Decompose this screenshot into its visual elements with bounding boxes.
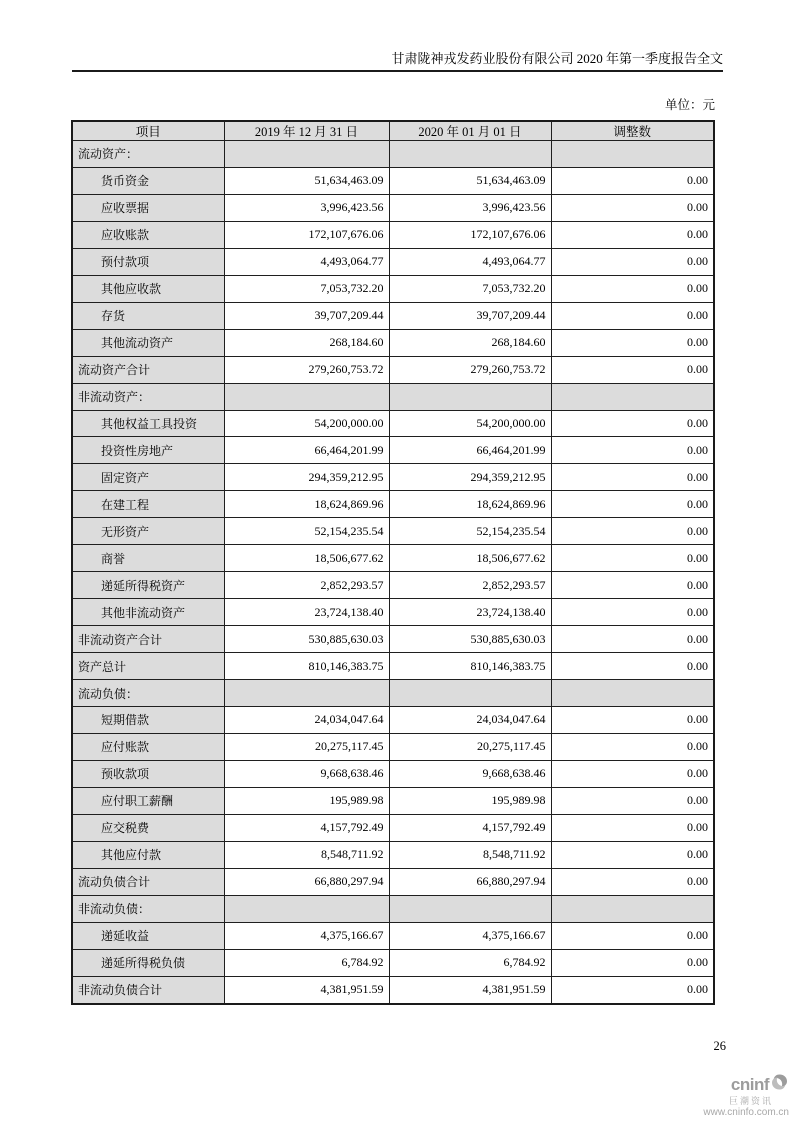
row-label: 其他非流动资产	[72, 599, 224, 626]
row-value-adjustment: 0.00	[551, 248, 714, 275]
row-label: 其他流动资产	[72, 329, 224, 356]
row-label: 非流动负债合计	[72, 976, 224, 1004]
row-value-2019-12-31: 6,784.92	[224, 949, 389, 976]
row-value-2020-01-01: 54,200,000.00	[389, 410, 551, 437]
row-value-adjustment: 0.00	[551, 167, 714, 194]
cninfo-logo	[703, 1073, 789, 1118]
row-label: 流动负债：	[72, 680, 224, 707]
table-row	[72, 491, 714, 518]
table-row	[72, 302, 714, 329]
row-value-2020-01-01: 66,464,201.99	[389, 437, 551, 464]
row-value-adjustment: 0.00	[551, 410, 714, 437]
row-label: 投资性房地产	[72, 437, 224, 464]
row-value-2020-01-01: 810,146,383.75	[389, 653, 551, 680]
row-value-adjustment	[551, 141, 714, 168]
table-row	[72, 733, 714, 760]
row-value-2019-12-31: 20,275,117.45	[224, 733, 389, 760]
table-row	[72, 545, 714, 572]
row-value-2020-01-01: 195,989.98	[389, 787, 551, 814]
table-row	[72, 599, 714, 626]
row-value-2019-12-31: 4,381,951.59	[224, 976, 389, 1004]
cninfo-brand-chinese: 巨潮资讯	[728, 1096, 773, 1106]
row-value-adjustment: 0.00	[551, 653, 714, 680]
row-value-adjustment: 0.00	[551, 626, 714, 653]
row-label: 短期借款	[72, 707, 224, 734]
row-label: 应收票据	[72, 194, 224, 221]
row-value-2019-12-31: 18,624,869.96	[224, 491, 389, 518]
row-value-2020-01-01: 279,260,753.72	[389, 356, 551, 383]
cninfo-url: www.cninfo.com.cn	[703, 1107, 789, 1118]
table-row	[72, 410, 714, 437]
table-body	[72, 141, 714, 1005]
row-value-adjustment: 0.00	[551, 760, 714, 787]
table-row	[72, 626, 714, 653]
row-value-adjustment: 0.00	[551, 949, 714, 976]
row-value-adjustment: 0.00	[551, 814, 714, 841]
row-value-adjustment: 0.00	[551, 733, 714, 760]
row-value-2019-12-31: 9,668,638.46	[224, 760, 389, 787]
table-row	[72, 841, 714, 868]
row-label: 非流动资产合计	[72, 626, 224, 653]
table-row	[72, 653, 714, 680]
row-label: 其他权益工具投资	[72, 410, 224, 437]
row-value-2020-01-01: 8,548,711.92	[389, 841, 551, 868]
table-row	[72, 949, 714, 976]
table-row	[72, 464, 714, 491]
row-value-adjustment: 0.00	[551, 518, 714, 545]
row-label: 非流动负债：	[72, 895, 224, 922]
row-label: 资产总计	[72, 653, 224, 680]
row-value-2020-01-01: 39,707,209.44	[389, 302, 551, 329]
row-label: 商誉	[72, 545, 224, 572]
column-header-adjustment: 调整数	[551, 121, 714, 141]
table-row	[72, 329, 714, 356]
row-value-adjustment: 0.00	[551, 787, 714, 814]
row-value-2019-12-31: 7,053,732.20	[224, 275, 389, 302]
header-divider	[72, 70, 723, 72]
row-value-adjustment: 0.00	[551, 329, 714, 356]
row-value-adjustment: 0.00	[551, 976, 714, 1004]
row-value-adjustment	[551, 895, 714, 922]
row-label: 在建工程	[72, 491, 224, 518]
row-value-2019-12-31: 66,464,201.99	[224, 437, 389, 464]
row-value-2019-12-31: 52,154,235.54	[224, 518, 389, 545]
row-value-2019-12-31: 195,989.98	[224, 787, 389, 814]
row-value-2019-12-31: 268,184.60	[224, 329, 389, 356]
table-row	[72, 572, 714, 599]
row-value-adjustment: 0.00	[551, 464, 714, 491]
row-value-2019-12-31	[224, 141, 389, 168]
row-value-2019-12-31: 54,200,000.00	[224, 410, 389, 437]
row-value-adjustment: 0.00	[551, 922, 714, 949]
row-value-adjustment: 0.00	[551, 868, 714, 895]
row-value-2019-12-31: 294,359,212.95	[224, 464, 389, 491]
table-row	[72, 922, 714, 949]
row-label: 货币资金	[72, 167, 224, 194]
table-row	[72, 707, 714, 734]
row-label: 其他应收款	[72, 275, 224, 302]
row-value-2020-01-01: 530,885,630.03	[389, 626, 551, 653]
row-value-2020-01-01: 23,724,138.40	[389, 599, 551, 626]
row-value-2019-12-31: 4,493,064.77	[224, 248, 389, 275]
table-row	[72, 248, 714, 275]
cninfo-logo-top	[703, 1073, 789, 1095]
row-value-adjustment: 0.00	[551, 572, 714, 599]
row-label: 预收款项	[72, 760, 224, 787]
row-label: 非流动资产：	[72, 383, 224, 410]
row-label: 流动资产：	[72, 141, 224, 168]
table-row	[72, 680, 714, 707]
row-label: 存货	[72, 302, 224, 329]
row-value-adjustment	[551, 383, 714, 410]
page-title: 甘肃陇神戎发药业股份有限公司 2020 年第一季度报告全文	[391, 51, 723, 66]
row-label: 应付账款	[72, 733, 224, 760]
row-value-adjustment: 0.00	[551, 302, 714, 329]
table-row	[72, 356, 714, 383]
row-value-adjustment: 0.00	[551, 545, 714, 572]
row-value-2019-12-31	[224, 383, 389, 410]
row-value-adjustment: 0.00	[551, 356, 714, 383]
row-value-2019-12-31	[224, 895, 389, 922]
row-value-2020-01-01: 4,375,166.67	[389, 922, 551, 949]
row-value-adjustment: 0.00	[551, 275, 714, 302]
row-label: 固定资产	[72, 464, 224, 491]
row-value-2020-01-01: 4,493,064.77	[389, 248, 551, 275]
table-row	[72, 194, 714, 221]
row-value-adjustment: 0.00	[551, 221, 714, 248]
row-value-2020-01-01: 7,053,732.20	[389, 275, 551, 302]
row-value-2020-01-01: 24,034,047.64	[389, 707, 551, 734]
column-header-item: 项目	[72, 121, 224, 141]
row-value-adjustment: 0.00	[551, 437, 714, 464]
row-label: 递延所得税负债	[72, 949, 224, 976]
row-value-2019-12-31: 3,996,423.56	[224, 194, 389, 221]
row-value-2019-12-31: 23,724,138.40	[224, 599, 389, 626]
table-row	[72, 814, 714, 841]
row-value-2020-01-01: 4,381,951.59	[389, 976, 551, 1004]
row-value-2020-01-01: 18,506,677.62	[389, 545, 551, 572]
row-value-2019-12-31: 530,885,630.03	[224, 626, 389, 653]
row-value-2019-12-31: 51,634,463.09	[224, 167, 389, 194]
row-value-2020-01-01: 66,880,297.94	[389, 868, 551, 895]
row-value-2020-01-01: 52,154,235.54	[389, 518, 551, 545]
balance-sheet-table	[71, 120, 715, 1005]
row-value-2019-12-31: 2,852,293.57	[224, 572, 389, 599]
row-value-2020-01-01: 20,275,117.45	[389, 733, 551, 760]
row-value-2020-01-01: 18,624,869.96	[389, 491, 551, 518]
row-value-2019-12-31: 279,260,753.72	[224, 356, 389, 383]
row-label: 流动负债合计	[72, 868, 224, 895]
table-row	[72, 437, 714, 464]
row-value-2019-12-31: 66,880,297.94	[224, 868, 389, 895]
row-label: 应交税费	[72, 814, 224, 841]
row-value-adjustment	[551, 680, 714, 707]
row-label: 应收账款	[72, 221, 224, 248]
row-label: 应付职工薪酬	[72, 787, 224, 814]
row-label: 流动资产合计	[72, 356, 224, 383]
page-number: 26	[713, 1039, 726, 1053]
row-value-2020-01-01: 3,996,423.56	[389, 194, 551, 221]
row-value-adjustment: 0.00	[551, 491, 714, 518]
row-value-adjustment: 0.00	[551, 841, 714, 868]
row-value-2019-12-31	[224, 680, 389, 707]
row-value-2019-12-31: 172,107,676.06	[224, 221, 389, 248]
row-value-2020-01-01: 9,668,638.46	[389, 760, 551, 787]
table-row	[72, 383, 714, 410]
table-row	[72, 895, 714, 922]
row-value-adjustment: 0.00	[551, 599, 714, 626]
table-row	[72, 976, 714, 1004]
row-value-2020-01-01: 6,784.92	[389, 949, 551, 976]
column-header-2019-12-31: 2019 年 12 月 31 日	[224, 121, 389, 141]
row-value-2019-12-31: 24,034,047.64	[224, 707, 389, 734]
table-header-row	[72, 121, 714, 141]
row-label: 递延所得税资产	[72, 572, 224, 599]
table-row	[72, 141, 714, 168]
table-row	[72, 275, 714, 302]
row-label: 无形资产	[72, 518, 224, 545]
row-value-2019-12-31: 4,375,166.67	[224, 922, 389, 949]
cninfo-swirl-icon	[770, 1073, 789, 1095]
row-value-2020-01-01	[389, 895, 551, 922]
table-row	[72, 167, 714, 194]
row-label: 其他应付款	[72, 841, 224, 868]
row-value-2020-01-01	[389, 680, 551, 707]
cninfo-brand-text: cninf	[730, 1074, 769, 1094]
row-label: 递延收益	[72, 922, 224, 949]
row-value-2019-12-31: 810,146,383.75	[224, 653, 389, 680]
row-value-2020-01-01: 294,359,212.95	[389, 464, 551, 491]
row-value-2019-12-31: 18,506,677.62	[224, 545, 389, 572]
row-value-2020-01-01: 172,107,676.06	[389, 221, 551, 248]
row-value-2019-12-31: 8,548,711.92	[224, 841, 389, 868]
row-value-2020-01-01: 2,852,293.57	[389, 572, 551, 599]
table-row	[72, 518, 714, 545]
table-row	[72, 221, 714, 248]
row-value-2020-01-01: 268,184.60	[389, 329, 551, 356]
unit-label: 单位：元	[664, 98, 715, 112]
row-value-adjustment: 0.00	[551, 707, 714, 734]
row-value-2019-12-31: 4,157,792.49	[224, 814, 389, 841]
row-label: 预付款项	[72, 248, 224, 275]
row-value-2020-01-01: 4,157,792.49	[389, 814, 551, 841]
table-row	[72, 787, 714, 814]
row-value-adjustment: 0.00	[551, 194, 714, 221]
row-value-2020-01-01	[389, 141, 551, 168]
table-row	[72, 868, 714, 895]
row-value-2020-01-01: 51,634,463.09	[389, 167, 551, 194]
row-value-2020-01-01	[389, 383, 551, 410]
row-value-2019-12-31: 39,707,209.44	[224, 302, 389, 329]
column-header-2020-01-01: 2020 年 01 月 01 日	[389, 121, 551, 141]
table-row	[72, 760, 714, 787]
